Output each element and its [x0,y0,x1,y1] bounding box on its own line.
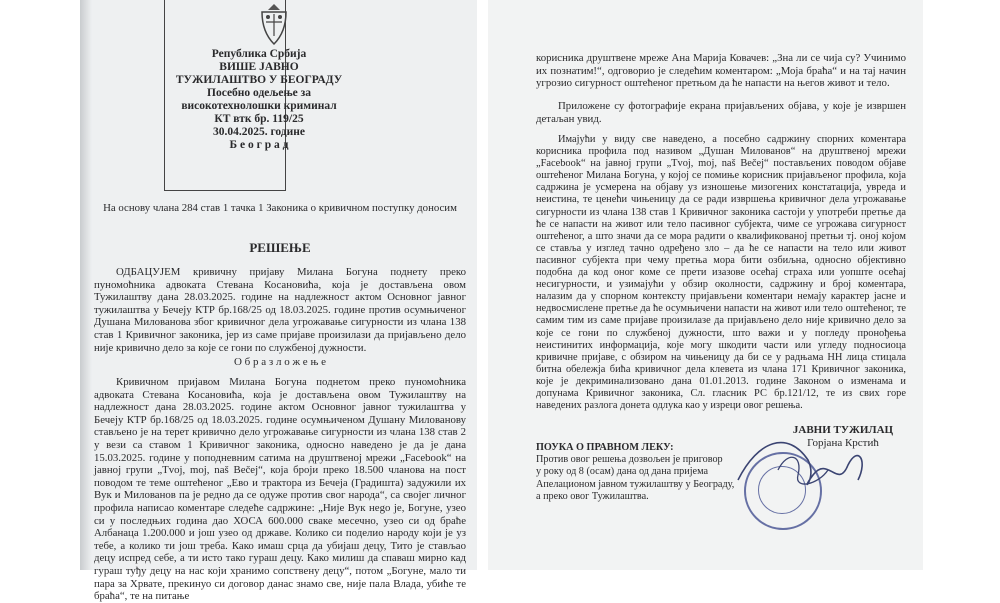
document-header [164,48,354,152]
legal-basis-intro: На основу члана 284 став 1 тачка 1 Законика о кривичном поступку доносим [103,202,457,214]
handwritten-signature [718,420,878,510]
legal-remedy-line: Апелационом јавном тужилаштву у Београду, [536,478,735,490]
document-page-left [80,0,477,603]
signatory-name: Горјана Крстић [807,437,879,449]
signatory-role: ЈАВНИ ТУЖИЛАЦ [792,424,894,436]
legal-remedy-line: а преко овог Тужилаштва. [536,490,649,502]
header-office-line2: ТУЖИЛАШТВО У БЕОГРАДУ [175,74,343,86]
document-page-right [488,0,923,570]
document-date: 30.04.2025. године [212,126,306,138]
reasoning-heading: О б р а з л о ж е њ е [233,356,327,368]
document-title: РЕШЕЊЕ [249,240,311,255]
analysis-paragraph: Имајући у виду све наведено, а посебно садржину спорних коментара корисника профила под називом „Душан Милованов“ на друштвеној мрежи „Facebook“ на јавној групи „Tvoj, moj, naš Bečej“ постављених поводом објаве оштећеног Милана Богуна, у којој се помиње корисник пријављеног профила, која садржина је усмерена на објаву уз изношење мизогених констатација, увреда и неистина, те ценећи чињеницу да се ради извршења кривичног дела угрожавање сигурности из члана 138 став 1 Кривичног законика састоји у употреби претње да ће се напасти на живот или тело пасивног субјекта, чиме се угрожава сигурност оштећеног, а што значи да се мора радити о квалификованој претњи тј. оној којом се ставља у изглед тачно одређено зло – да ће се напасти на тело или живот пасивног субјекта при чему претња мора бити озбиљна, односно објективно подобна да код оног коме се прети изазове осећај страха или уопште осећај несигурности, и узимајући у обзир околности, садржину и број коментара, налазим да у спорном контексту пријављени коментари немају карактер јасне и недвосмислене претње да ће осумњичени напасти на живот или тело оштећеног, те самим тим из саме пријаве произилазе да пријављено дело није кривично дело за које се гони по службеној дужности, што важи и у погледу пронођења неистинитих информација, које могу шкодити части или угледу подносиоца кривичне пријаве, с обзиром на чињеницу да би се у радњама НН лица стицала битна обележја бића кривичног дела клевета из члана 171 Кривичног законика, које је декриминализовано дана 01.01.2013. године Законом о изменама и допунама Кривичног законика, Сл. гласник РС бр.121/12, те из свих горе наведених разлога донета одлука као у изреци овог решења. [536,134,906,412]
header-department-line1: Посебно одељење за [207,87,311,99]
serbian-coat-of-arms-icon [256,2,292,46]
legal-remedy-title: ПОУКА О ПРАВНОМ ЛЕКУ: [536,442,674,453]
continuation-paragraph: корисника друштвене мреже Ана Марија Ковачев: „Зна ли се чија су? Учинимо их познатим!“, одговорио је следећим коментаром: „Моја браћа“ и на тај начин угрозио сигурност оштећеног претњом да ће напасти на његов живот и тело. [536,52,906,90]
legal-remedy-line: у року од 8 (осам) дана од дана пријема [536,466,708,478]
case-number: КТ втк бр. 119/25 [214,113,304,125]
decision-paragraph: ОДБАЦУЈЕМ кривичну пријаву Милана Богуна поднету преко пуномоћника адвоката Стевана Косановића, која је достављена овом Тужилаштву дана 28.03.2025. године на надлежност актом Основног јавног тужилаштва у Бечеју КТР бр.168/25 од 18.03.2025. године против осумњиченог Душана Милованова због кривичног дела угрожавање сигурности из члана 138 став 1 Кривичног законика, јер из саме пријаве произилази да пријављено дело није кривично дело за које се гони по службеној дужности. [94,266,466,354]
page-shadow [80,0,92,570]
header-department-line2: високотехнолошки криминал [181,100,337,112]
attachments-paragraph: Приложене су фотографије екрана пријављених објава, у које је извршен детаљан увид. [536,100,906,125]
reasoning-paragraph: Кривичном пријавом Милана Богуна поднетом преко пуномоћника адвоката Стевана Косановића, која је достављена овом Тужилаштву на надлежност дана 28.03.2025. године актом Основног јавног тужилаштва у Бечеју КТР бр.168/25 од 18.03.2025. године осумњиченом Душану Милованову стављено је на терет кривично дело угрожавање сигурности из члана 138 став 2 у вези са ставом 1 Кривичног законика, односно наведено је да је дана 15.03.2025. године у поподневним сатима на друштвеној мрежи „Facebook“ на јавној групи „Tvoj, moj, naš Bečej“, која броји преко 18.500 чланова на пост поводом те теме оштећеног „Ево и трактора из Бечеја (Градишта) задужили их Вук и Милованов па је редно да се одуже против свог народа“, са својег личног профила написао коментаре следеће садржине: „Није Вук нego је, Богуне, узео си у последњих година дао ХОСА 600.000 сваке месечно, узео си од браће Албанаца 1.200.000 и још узео од државе. Колико си поделио народу који је уз тебе, а колико ти још треба. Како имаш срца да убијаш децу, Тито је стављао децу испред себе, а ти исто тако гураш децу. Како милиш да спаваш мирно кад гураш туђу децу на нас који хранимо сопствену децу“, потом „Богуне, мало ти пара за Хрвате, прекинуо си договор данас знамо све, није пала Влада, убиће те браћа“, те на питање [94,376,466,603]
header-office-line1: ВИШЕ ЈАВНО [219,61,299,73]
document-city: Б е о г р а д [229,139,289,151]
header-country: Република Србија [211,48,307,60]
legal-remedy-line: Против овог решења дозвољен је приговор [536,454,723,466]
